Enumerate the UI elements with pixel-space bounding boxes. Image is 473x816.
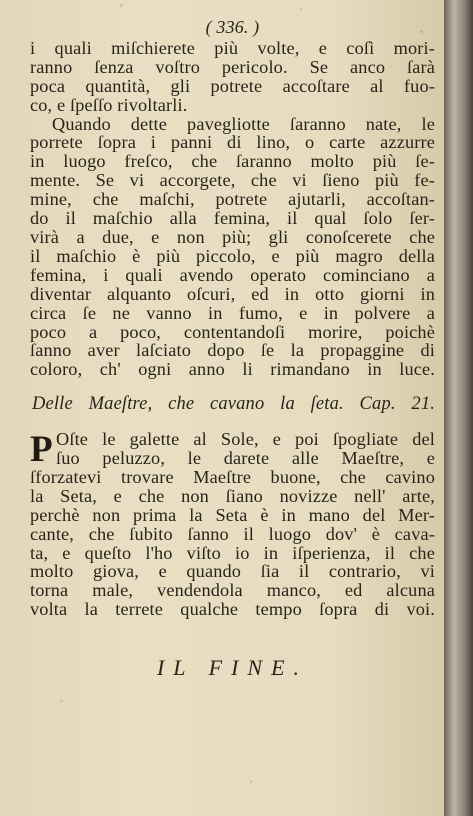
text-line: do il maſchio alla femina, il qual ſolo ſer- bbox=[30, 208, 435, 229]
text-line: co, e ſpeſſo rivoltarli. bbox=[30, 94, 188, 115]
page-number: ( 336. ) bbox=[205, 17, 260, 37]
text-line: ſforzatevi trovare Maeſtre buone, che cavino bbox=[30, 466, 435, 487]
text-line: volta la terrete qualche tempo ſopra di voi. bbox=[30, 599, 435, 620]
text-line: la Seta, e che non ſiano novizze nell' arte, bbox=[30, 485, 435, 506]
text-line: diventar alquanto oſcuri, ed in otto giorni in bbox=[30, 283, 435, 304]
text-line: mine, che maſchi, potrete ajutarli, accoſtan- bbox=[30, 189, 435, 210]
text-line: mente. Se vi accorgete, che vi ſieno più fe- bbox=[30, 170, 435, 191]
drop-cap: P bbox=[30, 429, 53, 471]
text-line: Quando dette pavegliotte ſaranno nate, le bbox=[52, 113, 435, 134]
text-line: il maſchio è più piccolo, e più magro della bbox=[30, 245, 435, 266]
text-line: perchè non prima la Seta è in mano del Mer- bbox=[30, 504, 435, 525]
text-line: ſanno aver laſciato dopo ſe la propaggine di bbox=[30, 340, 435, 361]
text-line: porrete ſopra i panni di lino, o carte azzurre bbox=[30, 132, 435, 153]
text-line: poco a poco, contentandoſi morire, poichè bbox=[30, 321, 435, 342]
text-line: virà a due, e non più; gli conoſcerete che bbox=[30, 226, 435, 247]
book-binding bbox=[444, 0, 473, 816]
text-line: molto giova, e quando ſia il contrario, vi bbox=[30, 561, 435, 582]
text-line: poca quantità, gli potrete accoſtare al fuo- bbox=[30, 75, 435, 96]
text-line: ranno ſenza voſtro pericolo. Se anco ſarà bbox=[30, 56, 435, 77]
end-text: IL FINE. bbox=[156, 655, 309, 681]
text-line: ta, e queſto l'ho viſto io in iſperienza, il che bbox=[30, 542, 435, 563]
text-line: in luogo freſco, che ſaranno molto più ſe- bbox=[30, 151, 435, 172]
section-heading: Delle Maeſtre, che cavano la ſeta. Cap. 21. bbox=[32, 394, 435, 415]
text-line: Oſte le galette al Sole, e poi ſpogliate del bbox=[56, 429, 435, 450]
paragraph-2 bbox=[30, 115, 435, 380]
text-line: circa ſe ne vanno in fumo, e in polvere a bbox=[30, 302, 435, 323]
paragraph-1 bbox=[30, 39, 435, 115]
text-line: cante, che ſubito ſanno il luogo dov' è cava- bbox=[30, 523, 435, 544]
text-line: coloro, ch' ogni anno li rimandano in luce. bbox=[30, 359, 435, 380]
page-text bbox=[30, 17, 435, 681]
paragraph-3 bbox=[30, 430, 435, 619]
text-line: femina, i quali avendo operato cominciano a bbox=[30, 264, 435, 285]
text-line: i quali miſchierete più volte, e coſì mori- bbox=[30, 37, 435, 58]
text-line: ſuo peluzzo, le darete alle Maeſtre, e bbox=[56, 448, 435, 469]
text-line: torna male, vendendola manco, ed alcuna bbox=[30, 580, 435, 601]
